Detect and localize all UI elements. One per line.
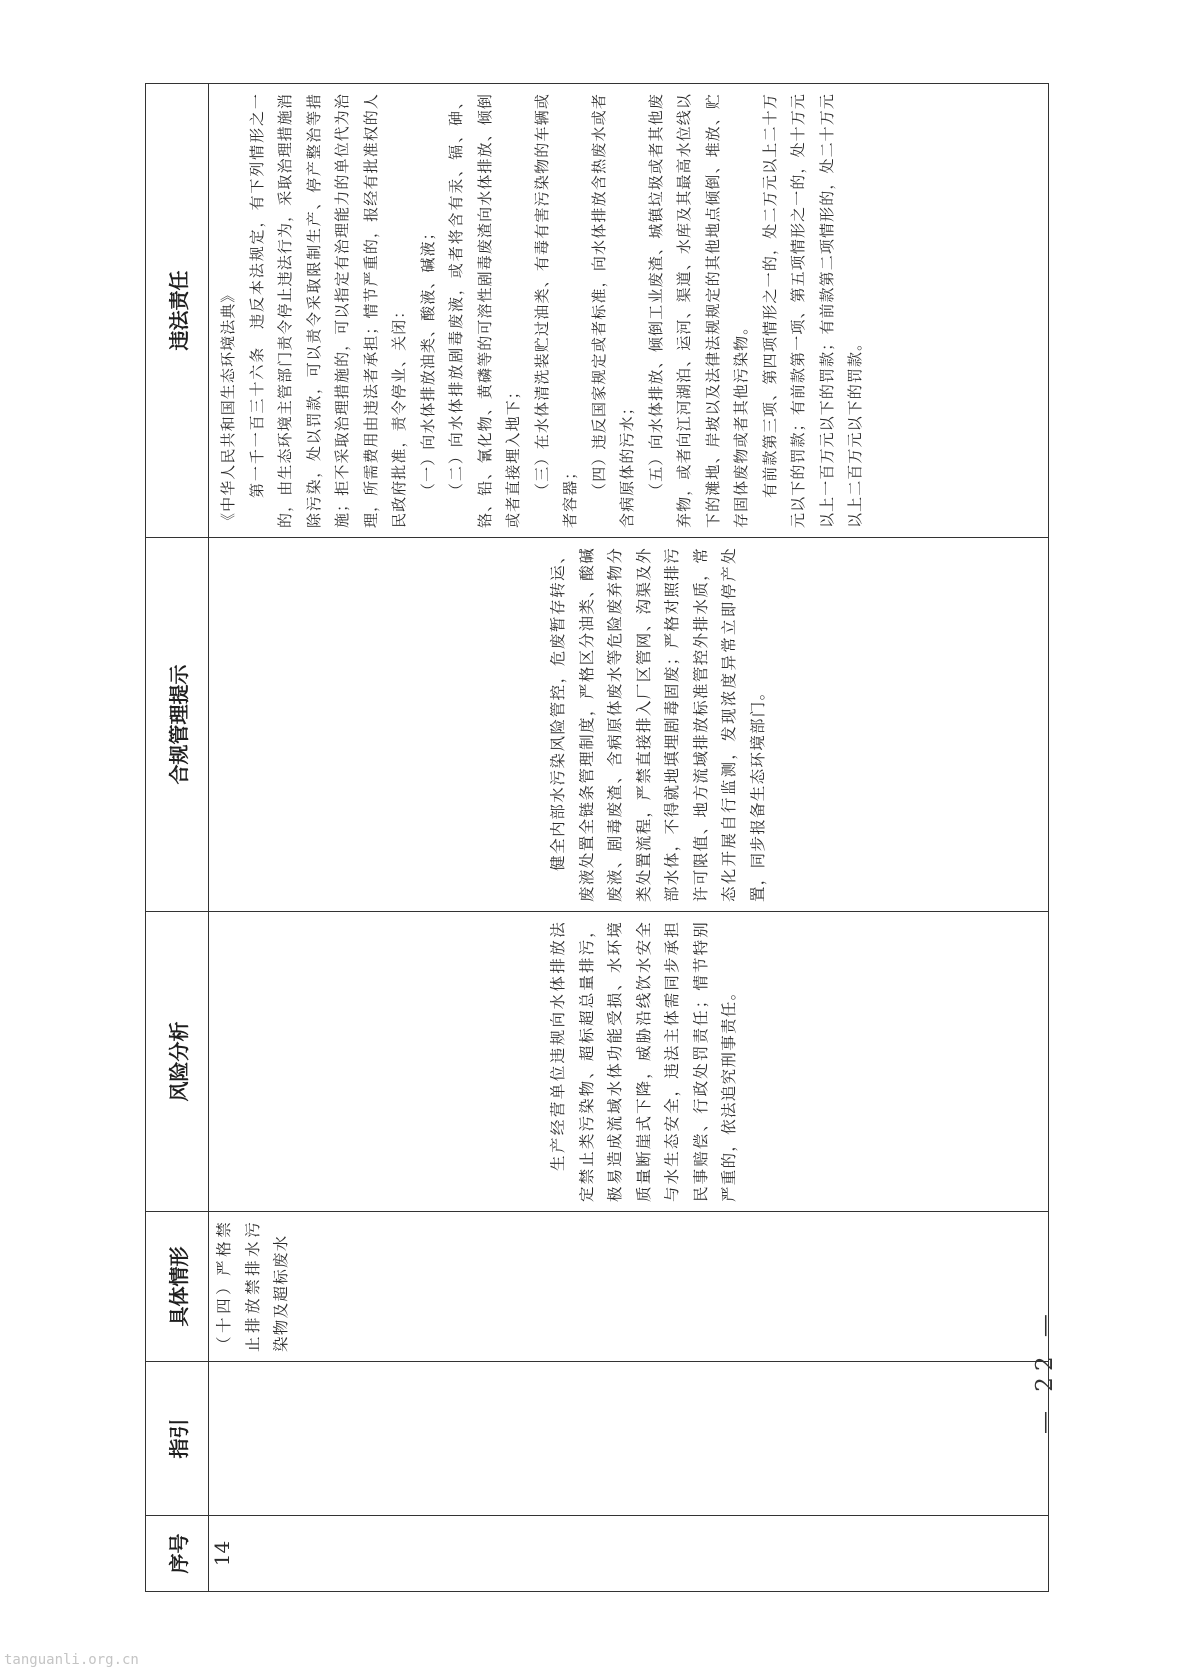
row-compliance-text: 健全内部水污染风险管控，危废暂存转运、废液处置全链条管理制度，严格区分油类、酸碱废液、剧毒废渣、含病原体废水等危险废弃物分类处置流程，严禁直接排入厂区管网、沟渠及外部水体，不得就地填埋剧毒固废；严格对照排污许可限值、地方流域排放标准管控外排水质，常态化开展自行监测，发现浓度异常立即停产处置，同步报备生态环境部门。 [549, 547, 767, 902]
row-risk-cell [209, 912, 1049, 1212]
row-risk-box [210, 913, 744, 1210]
row-risk-text: 生产经营单位违规向水体排放法定禁止类污染物、超标超总量排污，极易造成流域水体功能受损、水环境质量断崖式下降，威胁沿线饮水安全与水生态安全，违法主体需同步承担民事赔偿、行政处罚责任；情节特别严重的，依法追究刑事责任。 [549, 921, 738, 1202]
watermark: tanguanli.org.cn [4, 1652, 139, 1668]
header-compliance: 合规管理提示 [146, 538, 209, 912]
row-liability-cell [209, 84, 1049, 538]
header-liability: 违法责任 [146, 84, 209, 538]
row-compliance-cell [209, 538, 1049, 912]
page-number: — 22 — [1032, 1308, 1058, 1434]
header-case: 具体情形 [146, 1212, 209, 1362]
law-penalty: 有前款第三项、第四项情形之一的，处二万元以上二十万元以下的罚款；有前款第一项、第五项情形之一的，处十万元以上一百万元以下的罚款；有前款第二项情形的，处二十万元以上二百万元以下的罚款。 [760, 93, 864, 528]
law-item-3: （三）在水体清洗装贮过油类、有毒有害污染物的车辆或者容器； [532, 93, 579, 528]
row-liability-box [210, 85, 870, 536]
table-row [209, 84, 1049, 1592]
rotated-table-page [145, 84, 1049, 1592]
table-header-row [146, 84, 209, 1592]
row-number: 14 [209, 1516, 1049, 1592]
compliance-table [145, 83, 1049, 1592]
row-compliance-box [210, 539, 772, 910]
law-title: 《中华人民共和国生态环境法典》 [219, 286, 237, 528]
law-item-5: （五）向水体排放、倾倒工业废渣、城镇垃圾或者其他废弃物，或者向江河湖泊、运河、渠道、水库及其最高水位线以下的滩地、岸坡以及法律法规规定的其他地点倾倒、堆放、贮存固体废物或者其他污染物。 [646, 93, 750, 528]
law-article: 第一千一百三十六条 违反本法规定，有下列情形之一的，由生态环境主管部门责令停止违法行为，采取治理措施消除污染，处以罚款，可以责令采取限制生产、停产整治等措施；拒不采取治理措施的，可以指定有治理能力的单位代为治理，所需费用由违法者承担；情节严重的，报经有批准权的人民政府批准，责令停业、关闭： [247, 93, 408, 528]
header-ref: 指引 [146, 1362, 209, 1516]
row-case-cell [209, 1212, 1049, 1362]
law-item-2: （二）向水体排放剧毒废液，或者将含有汞、镉、砷、铬、铅、氰化物、黄磷等的可溶性剧毒废渣向水体排放、倾倒或者直接埋入地下； [447, 93, 522, 528]
row-ref [209, 1362, 1049, 1516]
law-item-4: （四）违反国家规定或者标准，向水体排放含热废水或者含病原体的污水； [589, 93, 636, 528]
law-item-1: （一）向水体排放油类、酸液、碱液； [418, 224, 437, 498]
header-no: 序号 [146, 1516, 209, 1592]
header-risk: 风险分析 [146, 912, 209, 1212]
row-case-text: （十四）严格禁止排放禁排水污染物及超标废水 [215, 1221, 290, 1352]
